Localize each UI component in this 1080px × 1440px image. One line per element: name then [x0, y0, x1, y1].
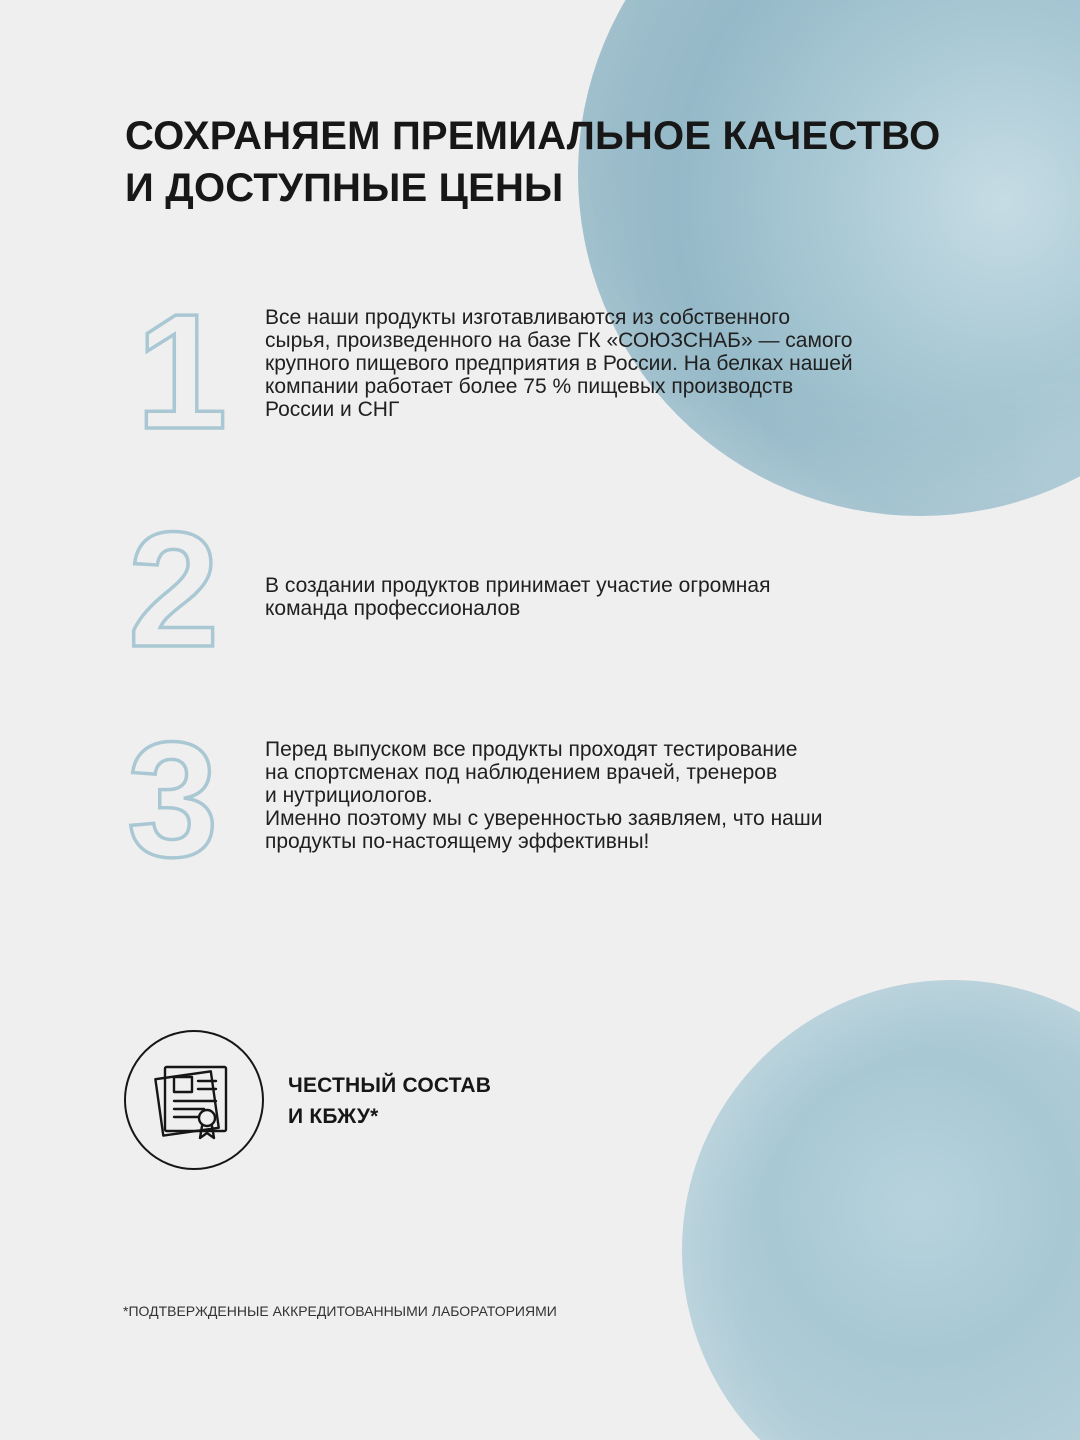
outlined-number-2: [128, 498, 280, 681]
page-title-line-1: СОХРАНЯЕМ ПРЕМИАЛЬНОЕ КАЧЕСТВО: [125, 114, 941, 158]
feature-title: [288, 1070, 491, 1132]
outlined-number-3: [127, 708, 280, 891]
feature-point-1-line-5: России и СНГ: [265, 398, 400, 421]
feature-point-2-line-1: В создании продуктов принимает участие огромная: [265, 574, 771, 597]
feature-point-3-line-4: Именно поэтому мы с уверенностью заявляем, что наши: [265, 807, 823, 830]
footnote: *ПОДТВЕРЖДЕННЫЕ АККРЕДИТОВАННЫМИ ЛАБОРАТОРИЯМИ: [123, 1303, 557, 1319]
number-3-label: 3: [127, 708, 219, 891]
feature-point-1-line-3: крупного пищевого предприятия в России. На белках нашей: [265, 352, 853, 375]
decorative-circle-bottom: [682, 980, 1080, 1440]
feature-title-line-1: ЧЕСТНЫЙ СОСТАВ: [288, 1074, 492, 1097]
outlined-number-1: [130, 280, 280, 463]
honest-composition-feature: [124, 1030, 624, 1170]
feature-point-3-text: [265, 738, 985, 853]
feature-point-3-line-1: Перед выпуском все продукты проходят тестирование: [265, 738, 798, 761]
decorative-circle-top: [578, 0, 1080, 516]
number-2-label: 2: [128, 498, 220, 681]
page-title: [125, 110, 985, 214]
feature-point-3-line-5: продукты по-настоящему эффективны!: [265, 830, 650, 853]
page-title-line-2: И ДОСТУПНЫЕ ЦЕНЫ: [125, 166, 564, 210]
certificate-icon: [124, 1030, 264, 1170]
feature-point-1-line-2: сырья, произведенного на базе ГК «СОЮЗСНАБ» — самого: [265, 329, 853, 352]
feature-point-2-line-2: команда профессионалов: [265, 597, 521, 620]
feature-point-1-line-1: Все наши продукты изготавливаются из собственного: [265, 306, 791, 329]
feature-point-3-line-2: на спортсменах под наблюдением врачей, тренеров: [265, 761, 778, 784]
feature-title-line-2: И КБЖУ*: [288, 1105, 379, 1128]
feature-point-1-line-4: компании работает более 75 % пищевых производств: [265, 375, 794, 398]
feature-point-1-text: [265, 306, 985, 421]
feature-point-2-text: [265, 574, 985, 620]
feature-point-3-line-3: и нутрициологов.: [265, 784, 433, 807]
number-1-label: 1: [136, 280, 228, 463]
